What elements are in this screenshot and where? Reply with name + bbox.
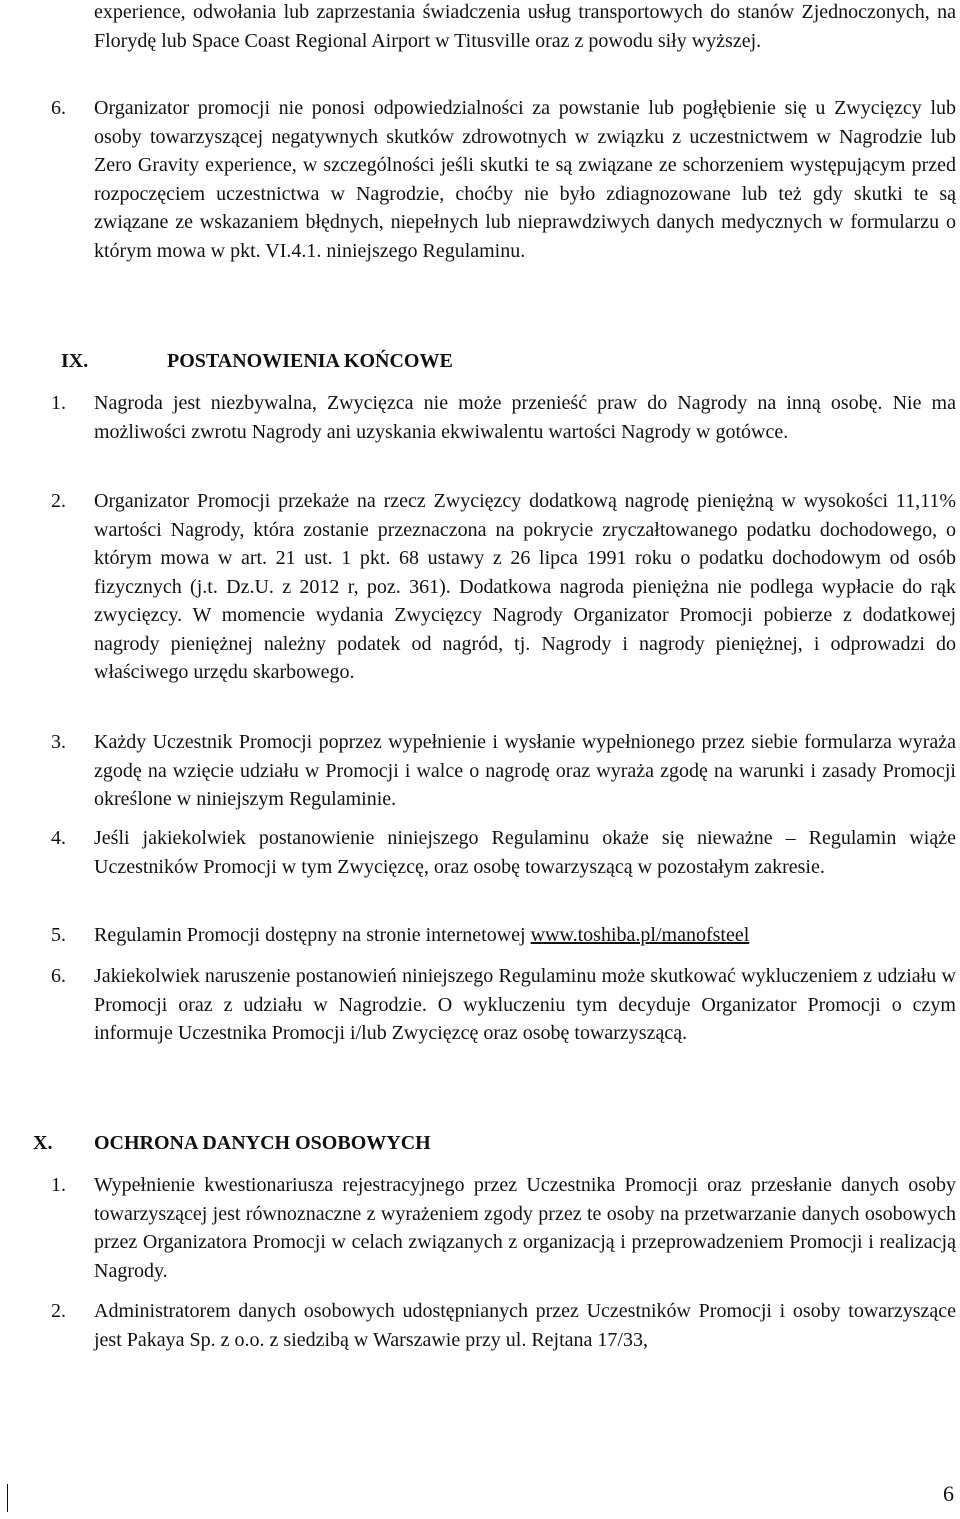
continuation-text: experience, odwołania lub zaprzestania świadczenia usług transportowych do stanów Zjednoczonych, na Florydę lub Space Coast Regional Airport w Titusville oraz z powodu siły wyższej. <box>94 1 956 52</box>
list-item <box>51 389 956 446</box>
continuation-paragraph <box>51 0 956 55</box>
item-number: 6. <box>51 965 66 987</box>
item-text <box>94 921 956 950</box>
section-title: OCHRONA DANYCH OSOBOWYCH <box>94 1132 431 1154</box>
item-number: 2. <box>51 1300 66 1322</box>
item-text: Jeśli jakiekolwiek postanowienie niniejszego Regulaminu okaże się nieważne – Regulamin wiąże Uczestników Promocji w tym Zwycięzcę, oraz osobę towarzyszącą w pozostałym zakresie. <box>94 827 956 878</box>
item-text: Organizator promocji nie ponosi odpowiedzialności za powstanie lub pogłębienie się u Zwycięzcy lub osoby towarzyszącej negatywnych skutków zdrowotnych w związku z uczestnictwem w Nagrodzie lub Zero Gravity experience, w szczególności jeśli skutki te są związane ze schorzeniem występującym przed rozpoczęciem uczestnictwa w Nagrodzie, choćby nie było zdiagnozowane lub też gdy skutki te są związane ze wskazaniem błędnych, niepełnych lub nieprawdziwych danych medycznych w formularzu o którym mowa w pkt. VI.4.1. niniejszego Regulaminu. <box>94 97 956 262</box>
section-number: IX. <box>61 350 89 372</box>
section-number: X. <box>33 1132 53 1154</box>
item-number: 3. <box>51 731 66 753</box>
page-number: 6 <box>943 1481 954 1506</box>
section-title: POSTANOWIENIA KOŃCOWE <box>167 350 453 372</box>
item-text: Administratorem danych osobowych udostępnianych przez Uczestników Promocji i osoby towarzyszące jest Pakaya Sp. z o.o. z siedzibą w Warszawie przy ul. Rejtana 17/33, <box>94 1300 956 1351</box>
item-number: 2. <box>51 490 66 512</box>
promo-website-link[interactable]: www.toshiba.pl/manofsteel <box>530 924 750 946</box>
item-number: 1. <box>51 1174 66 1196</box>
item-text: Wypełnienie kwestionariusza rejestracyjnego przez Uczestnika Promocji oraz przesłanie danych osoby towarzyszącej jest równoznaczne z wyrażeniem zgody przez te osoby na przetwarzanie danych osobowych przez Organizatora Promocji w celach związanych z organizacją i przeprowadzeniem Promocji i realizacją Nagrody. <box>94 1174 956 1282</box>
list-item <box>51 1171 956 1285</box>
item-number: 4. <box>51 827 66 849</box>
list-item <box>51 962 956 1048</box>
footer-rule <box>7 1484 8 1512</box>
item-text: Każdy Uczestnik Promocji poprzez wypełnienie i wysłanie wypełnionego przez siebie formularza wyraża zgodę na wzięcie udziału w Promocji i walce o nagrodę oraz wyraża zgodę na warunki i zasady Promocji określone w niniejszym Regulaminie. <box>94 731 956 810</box>
list-item <box>51 728 956 814</box>
list-item <box>51 94 956 265</box>
item-number: 5. <box>51 924 66 946</box>
item-text-prefix: Regulamin Promocji dostępny na stronie internetowej <box>94 924 531 946</box>
list-item <box>51 921 956 950</box>
list-item <box>51 824 956 881</box>
item-text: Nagroda jest niezbywalna, Zwycięzca nie może przenieść praw do Nagrody na inną osobę. Nie ma możliwości zwrotu Nagrody ani uzyskania ekwiwalentu wartości Nagrody w gotówce. <box>94 392 956 443</box>
list-item <box>51 1297 956 1354</box>
item-text: Jakiekolwiek naruszenie postanowień niniejszego Regulaminu może skutkować wykluczeniem z udziału w Promocji oraz z udziału w Nagrodzie. O wykluczeniu tym decyduje Organizator Promocji o czym informuje Uczestnika Promocji i/lub Zwycięzcę oraz osobę towarzyszącą. <box>94 965 956 1044</box>
item-text: Organizator Promocji przekaże na rzecz Zwycięzcy dodatkową nagrodę pieniężną w wysokości 11,11% wartości Nagrody, która zostanie przeznaczona na pokrycie zryczałtowanego podatku dochodowego, o którym mowa w art. 21 ust. 1 pkt. 68 ustawy z 26 lipca 1991 roku o podatku dochodowym od osób fizycznych (j.t. Dz.U. z 2012 r, poz. 361). Dodatkowa nagroda pieniężna nie podlega wypłacie do rąk zwycięzcy. W momencie wydania Zwycięzcy Nagrody Organizator Promocji pobierze z dodatkowej nagrody pieniężnej należny podatek od nagród, tj. Nagrody i nagrody pieniężnej, i odprowadzi do właściwego urzędu skarbowego. <box>94 490 956 683</box>
item-number: 6. <box>51 97 66 119</box>
item-number: 1. <box>51 392 66 414</box>
list-item <box>51 487 956 687</box>
